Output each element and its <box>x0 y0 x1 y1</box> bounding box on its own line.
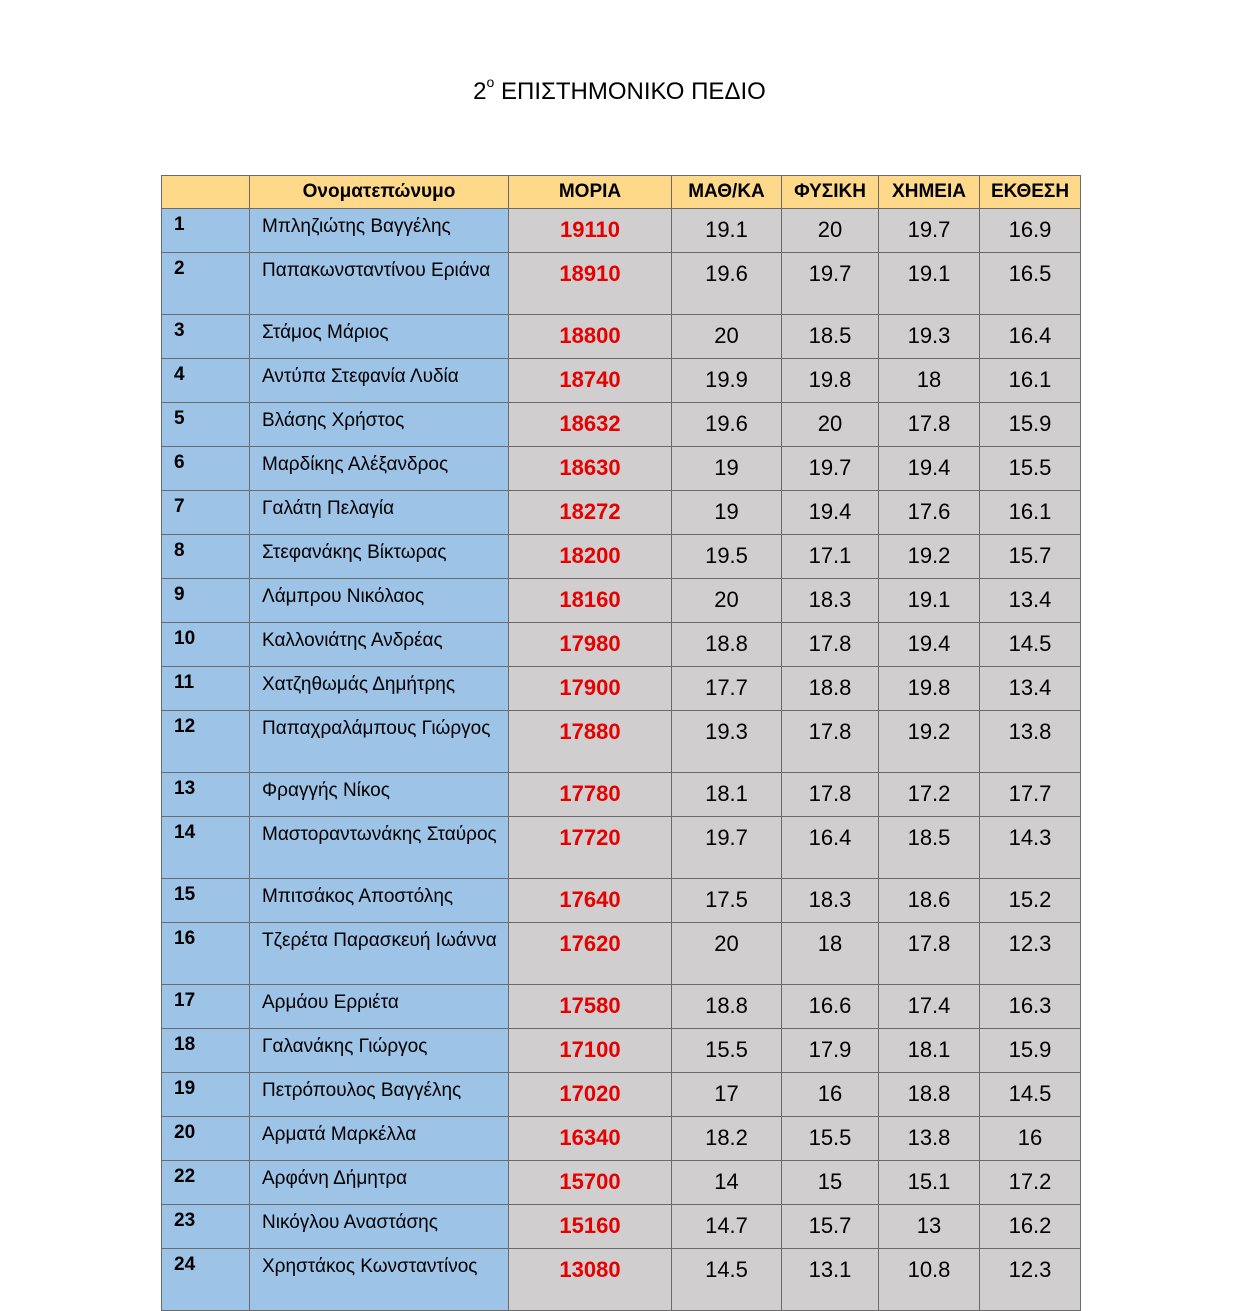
row-index: 12 <box>162 711 250 773</box>
row-index: 23 <box>162 1205 250 1249</box>
table-row <box>162 1029 1081 1073</box>
essay-grade: 15.9 <box>980 403 1081 447</box>
table-row <box>162 879 1081 923</box>
moria-score: 17020 <box>509 1073 672 1117</box>
physics-grade: 15 <box>782 1161 879 1205</box>
chemistry-grade: 19.3 <box>879 315 980 359</box>
page-title: $2^o$ ΕΠΙΣΤΗΜΟΝΙΚΟ ΠΕΔΙΟ <box>473 74 766 105</box>
table-row <box>162 667 1081 711</box>
essay-grade: 14.5 <box>980 1073 1081 1117</box>
chemistry-grade: 19.1 <box>879 253 980 315</box>
table-row <box>162 491 1081 535</box>
student-name: Αντύπα Στεφανία Λυδία <box>250 359 509 403</box>
table-row <box>162 403 1081 447</box>
physics-grade: 17.8 <box>782 711 879 773</box>
math-grade: 19.7 <box>672 817 782 879</box>
essay-grade: 16.1 <box>980 359 1081 403</box>
chemistry-grade: 17.8 <box>879 403 980 447</box>
header-moria: ΜΟΡΙΑ <box>509 176 672 209</box>
row-index: 10 <box>162 623 250 667</box>
math-grade: 20 <box>672 315 782 359</box>
moria-score: 15700 <box>509 1161 672 1205</box>
physics-grade: 18.5 <box>782 315 879 359</box>
essay-grade: 12.3 <box>980 1249 1081 1311</box>
student-name: Αρμάου Ερριέτα <box>250 985 509 1029</box>
physics-grade: 20 <box>782 209 879 253</box>
moria-score: 18632 <box>509 403 672 447</box>
essay-grade: 12.3 <box>980 923 1081 985</box>
student-name: Παπακωνσταντίνου Εριάνα <box>250 253 509 315</box>
moria-score: 18160 <box>509 579 672 623</box>
moria-score: 19110 <box>509 209 672 253</box>
physics-grade: 17.8 <box>782 623 879 667</box>
physics-grade: 18 <box>782 923 879 985</box>
moria-score: 17640 <box>509 879 672 923</box>
student-name: Χρηστάκος Κωνσταντίνος <box>250 1249 509 1311</box>
essay-grade: 14.3 <box>980 817 1081 879</box>
chemistry-grade: 18.1 <box>879 1029 980 1073</box>
student-name: Στεφανάκης Βίκτωρας <box>250 535 509 579</box>
physics-grade: 15.7 <box>782 1205 879 1249</box>
table-row <box>162 711 1081 773</box>
physics-grade: 19.4 <box>782 491 879 535</box>
student-name: Λάμπρου Νικόλαος <box>250 579 509 623</box>
math-grade: 17.5 <box>672 879 782 923</box>
student-name: Μπιτσάκος Αποστόλης <box>250 879 509 923</box>
math-grade: 18.8 <box>672 623 782 667</box>
physics-grade: 17.1 <box>782 535 879 579</box>
student-name: Στάμος Μάριος <box>250 315 509 359</box>
student-name: Τζερέτα Παρασκευή Ιωάννα <box>250 923 509 985</box>
math-grade: 18.1 <box>672 773 782 817</box>
student-name: Μαστοραντωνάκης Σταύρος <box>250 817 509 879</box>
student-name: Μπληζιώτης Βαγγέλης <box>250 209 509 253</box>
row-index: 6 <box>162 447 250 491</box>
physics-grade: 19.7 <box>782 253 879 315</box>
table-row <box>162 817 1081 879</box>
student-name: Μαρδίκης Αλέξανδρος <box>250 447 509 491</box>
chemistry-grade: 19.2 <box>879 535 980 579</box>
header-name: Ονοματεπώνυμο <box>250 176 509 209</box>
math-grade: 19.6 <box>672 253 782 315</box>
physics-grade: 20 <box>782 403 879 447</box>
physics-grade: 18.3 <box>782 579 879 623</box>
essay-grade: 15.7 <box>980 535 1081 579</box>
row-index: 3 <box>162 315 250 359</box>
essay-grade: 13.8 <box>980 711 1081 773</box>
row-index: 4 <box>162 359 250 403</box>
moria-score: 17100 <box>509 1029 672 1073</box>
student-name: Γαλάτη Πελαγία <box>250 491 509 535</box>
math-grade: 15.5 <box>672 1029 782 1073</box>
chemistry-grade: 19.8 <box>879 667 980 711</box>
student-name: Νικόγλου Αναστάσης <box>250 1205 509 1249</box>
chemistry-grade: 18.6 <box>879 879 980 923</box>
chemistry-grade: 13.8 <box>879 1117 980 1161</box>
results-table <box>161 175 1081 1311</box>
math-grade: 14 <box>672 1161 782 1205</box>
essay-grade: 13.4 <box>980 667 1081 711</box>
moria-score: 17720 <box>509 817 672 879</box>
chemistry-grade: 17.2 <box>879 773 980 817</box>
physics-grade: 16.4 <box>782 817 879 879</box>
student-name: Φραγγής Νίκος <box>250 773 509 817</box>
essay-grade: 16.2 <box>980 1205 1081 1249</box>
physics-grade: 18.8 <box>782 667 879 711</box>
row-index: 1 <box>162 209 250 253</box>
row-index: 13 <box>162 773 250 817</box>
essay-grade: 16 <box>980 1117 1081 1161</box>
chemistry-grade: 19.2 <box>879 711 980 773</box>
essay-grade: 16.3 <box>980 985 1081 1029</box>
math-grade: 17.7 <box>672 667 782 711</box>
physics-grade: 16.6 <box>782 985 879 1029</box>
header-index <box>162 176 250 209</box>
header-math: ΜΑΘ/ΚΑ <box>672 176 782 209</box>
table-row <box>162 447 1081 491</box>
row-index: 19 <box>162 1073 250 1117</box>
moria-score: 18630 <box>509 447 672 491</box>
essay-grade: 15.9 <box>980 1029 1081 1073</box>
moria-score: 18200 <box>509 535 672 579</box>
physics-grade: 16 <box>782 1073 879 1117</box>
physics-grade: 19.8 <box>782 359 879 403</box>
math-grade: 20 <box>672 579 782 623</box>
math-grade: 18.8 <box>672 985 782 1029</box>
essay-grade: 16.4 <box>980 315 1081 359</box>
header-physics: ΦΥΣΙΚΗ <box>782 176 879 209</box>
table-row <box>162 535 1081 579</box>
chemistry-grade: 15.1 <box>879 1161 980 1205</box>
row-index: 11 <box>162 667 250 711</box>
row-index: 17 <box>162 985 250 1029</box>
row-index: 5 <box>162 403 250 447</box>
math-grade: 17 <box>672 1073 782 1117</box>
student-name: Παπαχραλάμπους Γιώργος <box>250 711 509 773</box>
row-index: 18 <box>162 1029 250 1073</box>
moria-score: 17620 <box>509 923 672 985</box>
table-row <box>162 1073 1081 1117</box>
moria-score: 17880 <box>509 711 672 773</box>
row-index: 14 <box>162 817 250 879</box>
moria-score: 15160 <box>509 1205 672 1249</box>
table-row <box>162 1161 1081 1205</box>
math-grade: 18.2 <box>672 1117 782 1161</box>
chemistry-grade: 17.8 <box>879 923 980 985</box>
math-grade: 19.1 <box>672 209 782 253</box>
moria-score: 17580 <box>509 985 672 1029</box>
essay-grade: 16.1 <box>980 491 1081 535</box>
table-row <box>162 1205 1081 1249</box>
row-index: 15 <box>162 879 250 923</box>
moria-score: 17900 <box>509 667 672 711</box>
moria-score: 18272 <box>509 491 672 535</box>
moria-score: 16340 <box>509 1117 672 1161</box>
chemistry-grade: 18 <box>879 359 980 403</box>
row-index: 20 <box>162 1117 250 1161</box>
table-row <box>162 209 1081 253</box>
student-name: Αρφάνη Δήμητρα <box>250 1161 509 1205</box>
chemistry-grade: 10.8 <box>879 1249 980 1311</box>
table-row <box>162 773 1081 817</box>
chemistry-grade: 19.4 <box>879 447 980 491</box>
row-index: 16 <box>162 923 250 985</box>
row-index: 24 <box>162 1249 250 1311</box>
math-grade: 19 <box>672 491 782 535</box>
essay-grade: 15.5 <box>980 447 1081 491</box>
chemistry-grade: 18.8 <box>879 1073 980 1117</box>
row-index: 7 <box>162 491 250 535</box>
student-name: Βλάσης Χρήστος <box>250 403 509 447</box>
essay-grade: 16.9 <box>980 209 1081 253</box>
physics-grade: 18.3 <box>782 879 879 923</box>
moria-score: 18910 <box>509 253 672 315</box>
math-grade: 19 <box>672 447 782 491</box>
student-name: Πετρόπουλος Βαγγέλης <box>250 1073 509 1117</box>
chemistry-grade: 19.7 <box>879 209 980 253</box>
essay-grade: 15.2 <box>980 879 1081 923</box>
moria-score: 13080 <box>509 1249 672 1311</box>
math-grade: 20 <box>672 923 782 985</box>
math-grade: 19.9 <box>672 359 782 403</box>
essay-grade: 17.2 <box>980 1161 1081 1205</box>
math-grade: 19.5 <box>672 535 782 579</box>
chemistry-grade: 13 <box>879 1205 980 1249</box>
table-row <box>162 985 1081 1029</box>
physics-grade: 13.1 <box>782 1249 879 1311</box>
student-name: Χατζηθωμάς Δημήτρης <box>250 667 509 711</box>
student-name: Γαλανάκης Γιώργος <box>250 1029 509 1073</box>
header-chemistry: ΧΗΜΕΙΑ <box>879 176 980 209</box>
header-essay: ΕΚΘΕΣΗ <box>980 176 1081 209</box>
table-row <box>162 315 1081 359</box>
moria-score: 18740 <box>509 359 672 403</box>
physics-grade: 17.8 <box>782 773 879 817</box>
table-row <box>162 923 1081 985</box>
table-row <box>162 623 1081 667</box>
student-name: Καλλονιάτης Ανδρέας <box>250 623 509 667</box>
student-name: Αρματά Μαρκέλλα <box>250 1117 509 1161</box>
row-index: 9 <box>162 579 250 623</box>
table-row <box>162 1249 1081 1311</box>
moria-score: 17980 <box>509 623 672 667</box>
row-index: 8 <box>162 535 250 579</box>
math-grade: 14.7 <box>672 1205 782 1249</box>
table-row <box>162 253 1081 315</box>
row-index: 2 <box>162 253 250 315</box>
chemistry-grade: 17.4 <box>879 985 980 1029</box>
moria-score: 17780 <box>509 773 672 817</box>
essay-grade: 14.5 <box>980 623 1081 667</box>
chemistry-grade: 17.6 <box>879 491 980 535</box>
table-row <box>162 579 1081 623</box>
moria-score: 18800 <box>509 315 672 359</box>
essay-grade: 16.5 <box>980 253 1081 315</box>
chemistry-grade: 19.4 <box>879 623 980 667</box>
header-row <box>162 176 1081 209</box>
math-grade: 19.6 <box>672 403 782 447</box>
essay-grade: 13.4 <box>980 579 1081 623</box>
table-row <box>162 359 1081 403</box>
physics-grade: 19.7 <box>782 447 879 491</box>
essay-grade: 17.7 <box>980 773 1081 817</box>
math-grade: 14.5 <box>672 1249 782 1311</box>
row-index: 22 <box>162 1161 250 1205</box>
chemistry-grade: 19.1 <box>879 579 980 623</box>
physics-grade: 17.9 <box>782 1029 879 1073</box>
physics-grade: 15.5 <box>782 1117 879 1161</box>
chemistry-grade: 18.5 <box>879 817 980 879</box>
table-row <box>162 1117 1081 1161</box>
math-grade: 19.3 <box>672 711 782 773</box>
